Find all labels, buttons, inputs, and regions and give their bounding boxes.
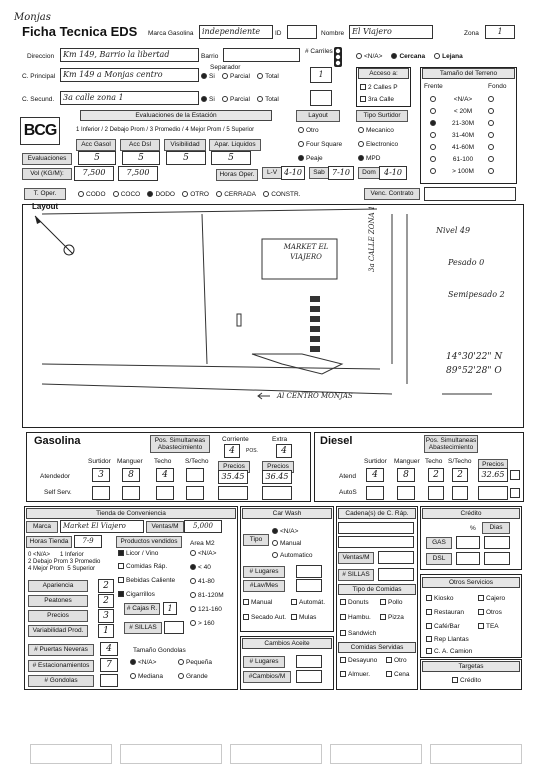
layout-drawing bbox=[22, 204, 522, 426]
targetas-credito[interactable]: Crédito bbox=[452, 677, 481, 684]
gas-precios-label-1: Precios bbox=[218, 461, 250, 473]
gondolas-label: # Gondolas bbox=[28, 675, 94, 687]
col-visibilidad[interactable]: Visibilidad bbox=[164, 139, 206, 151]
gas-precio-extra[interactable]: 36.45 bbox=[262, 470, 292, 484]
note-semipesado: Semipesado 2 bbox=[448, 290, 505, 299]
note-lat: 14°30'22" N bbox=[446, 352, 503, 362]
dsl-precio[interactable]: 32.65 bbox=[478, 468, 508, 482]
gas-atend-manguer[interactable]: 8 bbox=[122, 468, 140, 482]
dsl-auto-techo[interactable] bbox=[428, 486, 444, 500]
pos-label: POS. bbox=[246, 448, 258, 454]
tienda-title: Tienda de Conveniencia bbox=[26, 508, 236, 519]
cambios-lugares-label: # Lugares bbox=[243, 656, 285, 668]
road-label: 3a CALLE ZONA 1 bbox=[368, 205, 376, 272]
t-oper-label: T. Oper. bbox=[24, 188, 66, 200]
credito-gas-label: GAS bbox=[426, 537, 452, 549]
terreno-row[interactable]: <N/A> bbox=[430, 96, 510, 103]
dsl-precios-label: Precios bbox=[478, 459, 508, 471]
carwash-lugares-field[interactable] bbox=[296, 565, 322, 578]
col-apar-liquidos[interactable]: Apar. Liquidos bbox=[209, 139, 261, 151]
gas-col-stecho: S/Techo bbox=[185, 458, 209, 465]
terreno-row[interactable]: < 20M bbox=[430, 108, 510, 115]
gondola-pequena[interactable]: Pequeña bbox=[178, 659, 212, 666]
rating-label: Variabilidad Prod. bbox=[28, 625, 88, 637]
carwash-lavmes-label: #Lav/Mes bbox=[243, 580, 285, 592]
fondo-label: Fondo bbox=[488, 83, 507, 90]
zona-field[interactable]: 1 bbox=[485, 25, 515, 39]
gas-col-manguer: Manguer bbox=[117, 458, 143, 465]
carriles-principal-field[interactable]: 1 bbox=[310, 67, 332, 83]
gas-self-techo[interactable] bbox=[156, 486, 174, 500]
cadena-ventas-label: Ventas/M bbox=[338, 552, 374, 564]
note-pesado: Pesado 0 bbox=[448, 258, 485, 267]
comida-hambu[interactable]: Hambu. bbox=[340, 614, 371, 621]
rating-label: Apariencia bbox=[28, 580, 88, 592]
cadena-ventas-field[interactable] bbox=[378, 551, 414, 564]
principal-label: C. Principal bbox=[22, 73, 56, 80]
carwash-tipo-auto[interactable]: Automatico bbox=[272, 552, 313, 559]
col-acc-gasol[interactable]: Acc Gasol bbox=[76, 139, 116, 151]
credito-dsl-label: DSL bbox=[426, 553, 452, 565]
cadena-title: Cadena(s) de C. Ráp. bbox=[338, 508, 416, 519]
diesel-title: Diesel bbox=[320, 435, 353, 447]
rating-value[interactable]: 3 bbox=[98, 609, 114, 623]
cadena-sillas-label: # SILLAS bbox=[338, 569, 374, 581]
eval-acc-dsl[interactable]: 5 bbox=[122, 151, 160, 165]
evaluaciones-title: Evaluaciones de la Estación bbox=[80, 110, 272, 121]
frente-label: Frente bbox=[424, 83, 443, 90]
cadena-field-1[interactable] bbox=[338, 522, 414, 534]
horas-lv[interactable]: 4-10 bbox=[281, 166, 305, 180]
carwash-tipo-label: Tipo bbox=[243, 534, 269, 546]
credito-gas-dias[interactable] bbox=[484, 536, 510, 549]
terreno-row[interactable]: 41-60M bbox=[430, 144, 510, 151]
gas-col-surtidor: Surtidor bbox=[88, 458, 111, 465]
tienda-horas-field[interactable]: 7-9 bbox=[74, 535, 102, 548]
comida-sandwich[interactable]: Sandwich bbox=[340, 630, 376, 637]
separador-options-secund[interactable]: Si Parcial Total bbox=[201, 96, 279, 103]
vol-gasol[interactable]: 7,500 bbox=[74, 166, 114, 181]
dsl-atend-surtidor[interactable]: 4 bbox=[366, 468, 384, 482]
gas-atend-surtidor[interactable]: 3 bbox=[92, 468, 110, 482]
area-option[interactable]: 81-120M bbox=[190, 592, 224, 599]
dsl-col-surtidor: Surtidor bbox=[364, 458, 387, 465]
vol-label: Vol (KG/M): bbox=[22, 168, 72, 180]
area-option[interactable]: 41-80 bbox=[190, 578, 215, 585]
horas-dom-label: Dom bbox=[358, 167, 380, 179]
dsl-check-2[interactable] bbox=[510, 488, 520, 498]
dsl-atend-techo[interactable]: 2 bbox=[428, 468, 444, 482]
otros-cafe[interactable]: Café/Bar bbox=[426, 623, 460, 630]
credito-dias-label: Dias bbox=[482, 522, 510, 534]
rating-value[interactable]: 2 bbox=[98, 594, 114, 608]
gasolina-pos-button[interactable]: Pos. Simultaneas Abastecimiento bbox=[150, 435, 210, 453]
nombre-field[interactable]: El Viajero bbox=[349, 25, 433, 39]
dsl-atend-label: Atend bbox=[339, 473, 356, 480]
tienda-marca-field[interactable]: Market El Viajero bbox=[60, 520, 144, 533]
tienda-marca-label: Marca bbox=[26, 521, 58, 533]
credito-dsl-pct[interactable] bbox=[456, 552, 480, 565]
terreno-row[interactable]: > 100M bbox=[430, 168, 510, 175]
gondolas-field[interactable] bbox=[100, 674, 118, 687]
dsl-auto-surtidor[interactable] bbox=[366, 486, 384, 500]
cambios-cambios-field[interactable] bbox=[296, 670, 322, 683]
tienda-horas-label: Horas Tienda bbox=[26, 536, 72, 548]
extra-field[interactable]: 4 bbox=[276, 444, 292, 458]
direccion-label: Direccion bbox=[27, 53, 55, 60]
layout-opt-peaje[interactable]: Peaje bbox=[298, 155, 323, 162]
diesel-pos-button[interactable]: Pos. Simultaneas Abastecimiento bbox=[425, 437, 477, 451]
eval-apar-liquidos[interactable]: 5 bbox=[211, 151, 251, 165]
comida-donuts[interactable]: Donuts bbox=[340, 599, 369, 606]
carwash-tipo-manual[interactable]: Manual bbox=[272, 540, 301, 547]
tienda-ventas-label: Ventas/M bbox=[146, 521, 184, 533]
id-label: ID bbox=[275, 30, 282, 37]
tienda-sillas-field[interactable] bbox=[164, 621, 184, 634]
dsl-col-manguer: Manguer bbox=[394, 458, 420, 465]
acceso-title: Acceso a: bbox=[358, 68, 409, 79]
estac-field[interactable]: 7 bbox=[100, 658, 118, 672]
area-option[interactable]: < 40 bbox=[190, 564, 211, 571]
area-option[interactable]: <N/A> bbox=[190, 550, 216, 557]
marca-label: Marca Gasolina bbox=[148, 30, 194, 37]
dsl-auto-label: AutoS bbox=[339, 489, 357, 496]
horas-dom[interactable]: 4-10 bbox=[379, 166, 407, 180]
zona-label: Zona bbox=[464, 30, 479, 37]
neveras-field[interactable]: 4 bbox=[100, 642, 118, 656]
dsl-auto-stecho[interactable] bbox=[452, 486, 468, 500]
servida-cena[interactable]: Cena bbox=[386, 671, 410, 678]
evaluaciones-scale: 1 Inferior / 2 Debajo Prom / 3 Promedio / 4 Mejor Prom / 5 Superior bbox=[76, 127, 255, 133]
acceso-3racalle[interactable]: 3ra Calle bbox=[360, 96, 394, 103]
cadena-tipo-title: Tipo de Comidas bbox=[338, 584, 416, 595]
carriles-label: # Carriles bbox=[305, 48, 333, 55]
terreno-row[interactable]: 31-40M bbox=[430, 132, 510, 139]
layout-opt-foursquare[interactable]: Four Square bbox=[298, 141, 342, 148]
prod-bebidas[interactable]: Bebidas Caliente bbox=[118, 577, 175, 584]
direccion-field[interactable]: Km 149, Barrio la libertad bbox=[60, 48, 199, 62]
venc-contrato-label: Venc. Contrato bbox=[364, 188, 420, 200]
tienda-ventas-field[interactable]: 5,000 bbox=[184, 520, 222, 533]
terreno-row[interactable]: 21-30M bbox=[430, 120, 510, 127]
gas-atend-techo[interactable]: 4 bbox=[156, 468, 174, 482]
traffic-light-icon bbox=[333, 47, 343, 67]
neveras-label: # Puertas Neveras bbox=[28, 644, 94, 656]
surtidor-opt-mpd[interactable]: MPD bbox=[358, 155, 380, 162]
carwash-check-mulas[interactable]: Mulas bbox=[291, 614, 316, 621]
dsl-col-stecho: S/Techo bbox=[448, 458, 472, 465]
gas-col-techo: Techo bbox=[154, 458, 172, 465]
tipo-surtidor-button[interactable]: Tipo Surtidor bbox=[356, 110, 408, 122]
bcg-logo: BCG bbox=[20, 117, 60, 145]
marca-field[interactable]: independiente bbox=[199, 25, 273, 39]
gas-self-precio-1[interactable] bbox=[218, 486, 248, 500]
layout-opt-otro[interactable]: Otro bbox=[298, 127, 319, 134]
horas-lv-label: L-V bbox=[262, 167, 282, 179]
note-nivel: Nivel 49 bbox=[436, 226, 471, 235]
bottom-road-label: Al CENTRO MONJAS bbox=[277, 392, 353, 400]
carwash-check-manual[interactable]: Manual bbox=[243, 599, 272, 606]
col-acc-dsl[interactable]: Acc Dsl bbox=[120, 139, 160, 151]
otros-rep-llantas[interactable]: Rep Llantas bbox=[426, 636, 469, 643]
id-field[interactable] bbox=[287, 25, 317, 39]
servida-almuer[interactable]: Almuer. bbox=[340, 671, 370, 678]
gondola-mediana[interactable]: Mediana bbox=[130, 673, 163, 680]
carriles-secund-field[interactable] bbox=[310, 90, 332, 106]
extra-label: Extra bbox=[272, 436, 288, 443]
nombre-label: Nombre bbox=[321, 30, 345, 37]
visibilidad-options[interactable]: <N/A> Cercana Lejana bbox=[356, 53, 463, 60]
dsl-col-techo: Techo bbox=[425, 458, 443, 465]
secund-field[interactable]: 3a calle zona 1 bbox=[60, 91, 199, 105]
surtidor-opt-electronico[interactable]: Electronico bbox=[358, 141, 398, 148]
cadena-field-2[interactable] bbox=[338, 536, 414, 548]
area-option[interactable]: 121-160 bbox=[190, 606, 222, 613]
gas-atend-stecho[interactable] bbox=[186, 468, 204, 482]
prod-licor[interactable]: Licor / Vino bbox=[118, 550, 158, 557]
otros-restauran[interactable]: Restauran bbox=[426, 609, 464, 616]
otros-title: Otros Servicios bbox=[422, 577, 520, 588]
tienda-sillas-label: # SILLAS bbox=[124, 622, 162, 634]
acceso-2calles[interactable]: 2 Calles P bbox=[360, 84, 398, 91]
dsl-atend-stecho[interactable]: 2 bbox=[452, 468, 468, 482]
servida-desayuno[interactable]: Desayuno bbox=[340, 657, 377, 664]
servida-otro[interactable]: Otro bbox=[386, 657, 407, 664]
page-title: Ficha Tecnica EDS bbox=[22, 24, 138, 39]
gondola-grande[interactable]: Grande bbox=[178, 673, 208, 680]
horas-sab[interactable]: 7-10 bbox=[328, 166, 354, 180]
eval-visibilidad[interactable]: 5 bbox=[166, 151, 206, 165]
cadena-servidas-title: Comidas Servidas bbox=[338, 642, 416, 653]
corriente-field[interactable]: 4 bbox=[224, 444, 240, 458]
credito-dsl-dias[interactable] bbox=[484, 552, 510, 565]
venc-contrato-field[interactable] bbox=[424, 187, 516, 201]
carwash-lavmes-field[interactable] bbox=[296, 579, 322, 592]
productos-vendidos-button[interactable]: Productos vendidos bbox=[116, 536, 182, 548]
market-building-label: MARKET EL VIAJERO bbox=[283, 243, 329, 261]
layout-title: Layout bbox=[32, 202, 59, 211]
horas-sab-label: Sab bbox=[309, 167, 329, 179]
cambios-lugares-field[interactable] bbox=[296, 655, 322, 668]
cajas-field[interactable]: 1 bbox=[163, 602, 177, 615]
self-serv-label: Self Serv. bbox=[44, 489, 72, 496]
prod-cigarrillos[interactable]: Cigarrillos bbox=[118, 591, 155, 598]
secund-label: C. Secund. bbox=[22, 96, 55, 103]
barrio-field[interactable] bbox=[223, 48, 300, 62]
credito-pct-label: % bbox=[470, 525, 476, 532]
carwash-tipo-na[interactable]: <N/A> bbox=[272, 528, 298, 535]
carwash-check-automat[interactable]: Automát. bbox=[291, 599, 325, 606]
cadena-sillas-field[interactable] bbox=[378, 568, 414, 581]
principal-field[interactable]: Km 149 a Monjas centro bbox=[60, 68, 199, 82]
rating-label: Peatones bbox=[28, 595, 88, 607]
gas-self-manguer[interactable] bbox=[122, 486, 140, 500]
page-bleed-through bbox=[0, 740, 543, 768]
layout-button[interactable]: Layout bbox=[296, 110, 340, 122]
gas-self-stecho[interactable] bbox=[186, 486, 204, 500]
horas-oper-label: Horas Oper. bbox=[216, 169, 258, 181]
credito-gas-pct[interactable] bbox=[456, 536, 480, 549]
cambios-cambios-label: #Cambios/M bbox=[243, 671, 291, 683]
credito-title: Crédito bbox=[422, 508, 520, 519]
tienda-scale: 0 <N/A> 1 Inferior 2 Debajo Prom 3 Promedio 4 Mejor Prom 5 Superior bbox=[28, 552, 101, 572]
dsl-auto-manguer[interactable] bbox=[397, 486, 415, 500]
gondola-na[interactable]: <N/A> bbox=[130, 659, 156, 666]
evaluaciones-label: Evaluaciones bbox=[22, 153, 72, 165]
carwash-check-secado[interactable]: Secado Aut. bbox=[243, 614, 286, 621]
comida-pollo[interactable]: Pollo bbox=[380, 599, 402, 606]
note-lon: 89°52'28" O bbox=[446, 366, 502, 376]
carwash-lugares-label: # Lugares bbox=[243, 566, 285, 578]
rating-value[interactable]: 2 bbox=[98, 579, 114, 593]
dsl-atend-manguer[interactable]: 8 bbox=[397, 468, 415, 482]
t-oper-options[interactable]: CODO COCO DODO OTRO CERRADA CONSTR. bbox=[78, 191, 301, 198]
separador-options-principal[interactable]: Si Parcial Total bbox=[201, 73, 279, 80]
atendedor-label: Atendedor bbox=[40, 473, 70, 480]
cambios-title: Cambios Aceite bbox=[242, 638, 332, 649]
targetas-title: Targetas bbox=[422, 661, 520, 672]
gas-precio-corriente[interactable]: 35.45 bbox=[218, 470, 248, 484]
barrio-label: Barrio bbox=[201, 53, 219, 60]
separador-label: Separador bbox=[210, 64, 241, 71]
surtidor-opt-mecanico[interactable]: Mecanico bbox=[358, 127, 394, 134]
terreno-title: Tamaño del Terreno bbox=[422, 68, 515, 79]
otros-kiosko[interactable]: Kiosko bbox=[426, 595, 454, 602]
corriente-label: Corriente bbox=[222, 436, 249, 443]
cajas-label: # Cajas R. bbox=[124, 603, 160, 615]
otros-ca-camion[interactable]: C. A. Camion bbox=[426, 648, 472, 655]
dsl-check-1[interactable] bbox=[510, 470, 520, 480]
handwritten-note: Monjas bbox=[14, 12, 51, 23]
otros-tea[interactable]: TEA bbox=[478, 623, 499, 630]
prod-comidas[interactable]: Comidas Ráp. bbox=[118, 563, 167, 570]
tam-gondolas-label: Tamaño Gondolas bbox=[133, 647, 186, 654]
vol-dsl[interactable]: 7,500 bbox=[118, 166, 158, 181]
otros-otros[interactable]: Otros bbox=[478, 609, 502, 616]
gas-precios-label-2: Precios bbox=[262, 461, 294, 473]
otros-cajero[interactable]: Cajero bbox=[478, 595, 505, 602]
terreno-row[interactable]: 61-100 bbox=[430, 156, 510, 163]
eval-acc-gasol[interactable]: 5 bbox=[78, 151, 116, 165]
area-m2-label: Area M2 bbox=[190, 540, 215, 547]
gas-self-precio-2[interactable] bbox=[262, 486, 292, 500]
rating-label: Precios bbox=[28, 610, 88, 622]
gas-self-surtidor[interactable] bbox=[92, 486, 110, 500]
area-option[interactable]: > 160 bbox=[190, 620, 214, 627]
gasolina-title: Gasolina bbox=[34, 435, 81, 447]
comida-pizza[interactable]: Pizza bbox=[380, 614, 404, 621]
estac-label: # Estacionamientos bbox=[28, 660, 94, 672]
dsl-auto-precio[interactable] bbox=[478, 486, 508, 500]
rating-value[interactable]: 1 bbox=[98, 624, 114, 638]
carwash-title: Car Wash bbox=[242, 508, 332, 519]
